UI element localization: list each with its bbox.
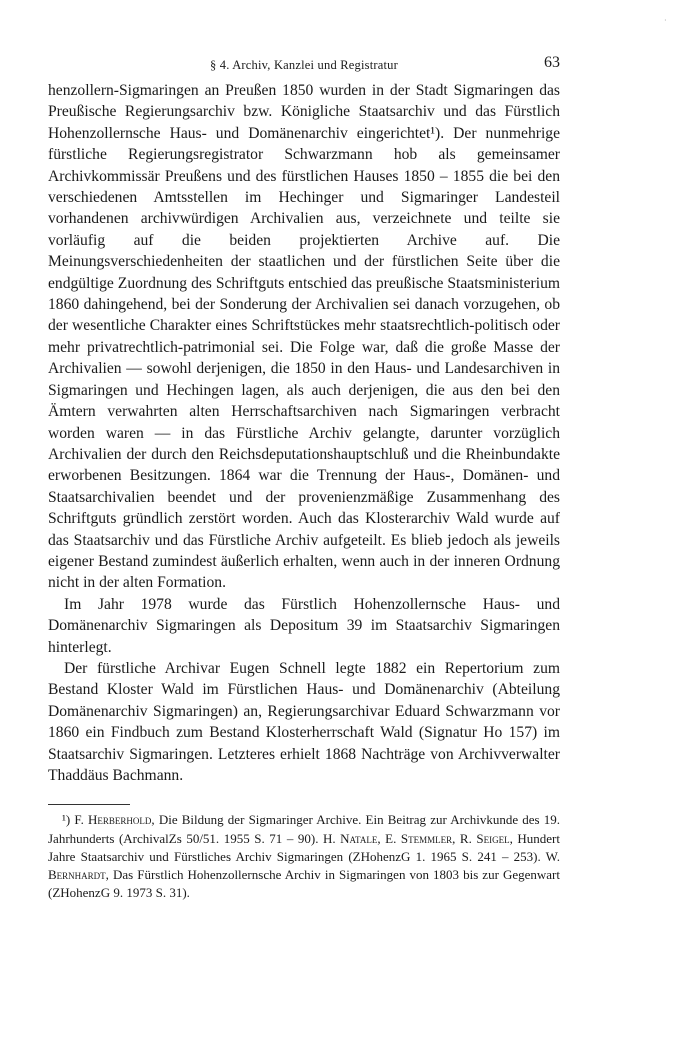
book-page: [48, 54, 560, 902]
footnote-rule: [48, 804, 130, 805]
footnote-segment: , Hundert Jahre Staatsarchiv und Fürstliches Archiv Sigmaringen (ZHohenzG 1. 1965 S. 241 – 253). W.: [48, 830, 560, 864]
footnote-marker: ¹): [62, 812, 71, 828]
footnote-segment: , R.: [452, 830, 477, 846]
page-edge-mark: ·: [664, 16, 667, 25]
footnote-segment: , E.: [377, 830, 401, 846]
footnote-author: Bernhardt: [48, 867, 106, 883]
footnote-segment: F.: [74, 812, 89, 828]
footnote-author: Seigel: [476, 830, 510, 846]
footnote: [48, 811, 560, 902]
footnote-author: Herberhold: [88, 812, 152, 828]
running-head: [48, 54, 560, 76]
footnote-author: Stemmler: [400, 830, 453, 846]
footnote-text: [48, 812, 560, 900]
footnote-segment: , Das Fürstlich Hohenzollernsche Archiv in Sigmaringen von 1803 bis zur Gegenwart (ZHohenzG 9. 1973 S. 31).: [48, 867, 560, 901]
footnote-author: Natale: [340, 830, 378, 846]
paragraph: Der fürstliche Archivar Eugen Schnell legte 1882 ein Repertorium zum Bestand Kloster Wald im Fürstlichen Haus- und Domänenarchiv (Abteilung Domänenarchiv Sigmaringen) an, Regierungsarchivar Eduard Schwarzmann vor 1860 ein Findbuch zum Bestand Klosterherrschaft Wald (Signatur Ho 157) im Staatsarchiv Sigmaringen. Letzteres erhielt 1868 Nachträge von Archivverwalter Thaddäus Bachmann.: [48, 659, 560, 784]
running-head-title: § 4. Archiv, Kanzlei und Registratur: [210, 58, 398, 72]
body-text: [48, 80, 560, 786]
footnote-segment: , Die Bildung der Sigmaringer Archive. Ein Beitrag zur Archivkunde des 19. Jahrhunderts (ArchivalZs 50/51. 1955 S. 71 – 90). H.: [48, 812, 561, 846]
page-number: 63: [544, 54, 560, 71]
paragraph: henzollern-Sigmaringen an Preußen 1850 wurden in der Stadt Sigmaringen das Preußische Regierungsarchiv bzw. Königliche Staatsarchiv und das Fürstlich Hohenzollernsche Haus- und Domänenarchiv eingerichtet¹). Der nunmehrige fürstliche Regierungsregistrator Schwarzmann hob als gemeinsamer Archivkommissär Preußens und des fürstlichen Hauses 1850 – 1855 die bei den verschiedenen Amtsstellen im Hechinger und Sigmaringer Landesteil vorhandenen archivwürdigen Archivalien aus, verzeichnete und teilte sie vorläufig auf die beiden projektierten Archive auf. Die Meinungsverschiedenheiten der staatlichen und der fürstlichen Seite über die endgültige Zuordnung des Schriftguts entschied das preußische Staatsministerium 1860 dahingehend, bei der Sonderung der Archivalien sei danach vorzugehen, ob der wesentliche Charakter eines Schriftstückes mehr staatsrechtlich-politisch oder mehr privatrechtlich-patrimonial sei. Die Folge war, daß die große Masse der Archivalien — sowohl derjenigen, die 1850 in den Haus- und Landesarchiven in Sigmaringen und Hechingen lagen, als auch derjenigen, die aus den bei den Ämtern verwahrten alten Herrschaftsarchiven nach Sigmaringen verbracht worden waren — in das Fürstliche Archiv gelangte, darunter vorzüglich Archivalien der durch den Reichsdeputationshauptschluß und die Rheinbundakte erworbenen Besitzungen. 1864 war die Trennung der Haus-, Domänen- und Staatsarchivalien beendet und der provenienzmäßige Zusammenhang des Schriftguts gründlich zerstört worden. Auch das Klosterarchiv Wald wurde auf das Staatsarchiv und das Fürstliche Archiv aufgeteilt. Es blieb jedoch als jeweils eigener Bestand zumindest äußerlich erhalten, wenn auch in der inneren Ordnung nicht in der alten Formation.: [48, 82, 560, 592]
paragraph: Im Jahr 1978 wurde das Fürstlich Hohenzollernsche Haus- und Domänenarchiv Sigmaringen als Depositum 39 im Staatsarchiv Sigmaringen hinterlegt.: [48, 595, 560, 656]
